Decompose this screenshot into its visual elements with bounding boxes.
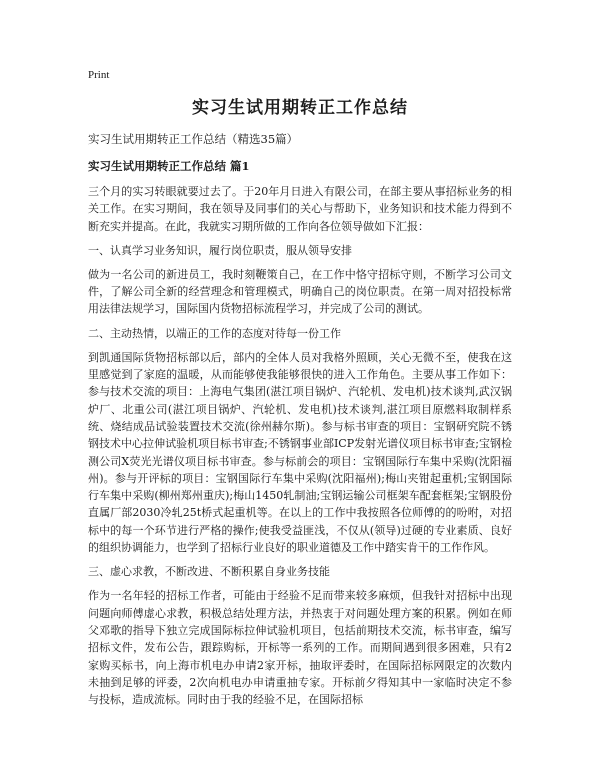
heading-1: 一、认真学习业务知识，履行岗位职责，服从领导安排 (88, 243, 352, 257)
document-title: 实习生试用期转正工作总结 (192, 98, 408, 118)
paragraph-4: 作为一名年轻的招标工作者，可能由于经验不足而带来较多麻烦，但我针对招标中出现问题向师傅虚心求教，积极总结处理方法，并热衷于对问题处理方案的积累。例如在师父邓歌的指导下独立完成国际标拉伸试验机项目，包括前期技术交流，标书审查，编写招标文件，发布公告，跟踪购标，开标等一系列的工作。而期间遇到很多困难，只有2家购买标书，向上海市机电办申请2家开标，抽取评委时，在国际招标网限定的次数内未抽到足够的评委，2次向机电办申请重抽专家。开标前夕得知其中一家临时决定不参与投标，造成流标。同时由于我的经验不足，在国际招标 (88, 589, 512, 707)
section-title: 实习生试用期转正工作总结 篇1 (88, 159, 250, 173)
print-label[interactable]: Print (88, 69, 110, 81)
paragraph-intro: 三个月的实习转眼就要过去了。于20年月日进入有限公司，在部主要从事招标业务的相关工作。在实习期间，我在领导及同事们的关心与帮助下，业务知识和技术能力得到不断充实并提高。在此，我就实习期所做的工作向各位领导做如下汇报： (88, 185, 512, 233)
document-subtitle: 实习生试用期转正工作总结（精选35篇） (88, 132, 299, 146)
heading-2: 二、主动热情，以端正的工作的态度对待每一份工作 (88, 326, 341, 340)
paragraph-3: 到凯通国际货物招标部以后，部内的全体人员对我格外照顾，关心无微不至，使我在这里感觉到了家庭的温暖，从而能够使我能够很快的进入工作角色。主要从事工作如下：参与技术交流的项目：上海电气集团(湛江项目锅炉、汽轮机、发电机)技术谈判,武汉锅炉厂、北重公司(湛江项目锅炉、汽轮机、发电机)技术谈判,湛江项目原燃料取制样系统、烧结成品试验装置技术交流(徐州赫尔斯)。参与标书审查的项目：宝钢研究院不锈钢技术中心拉伸试验机项目标书审查;不锈钢事业部ICP发射光谱仪项目标书审查;宝钢检测公司X荧光光谱仪项目标书审查。参与标前会的项目：宝钢国际行车集中采购(沈阳福州)。参与开评标的项目：宝钢国际行车集中采购(沈阳福州);梅山夹钳起重机;宝钢国际行车集中采购(柳州郑州重庆);梅山1450轧制油;宝钢运输公司框架车配套框架;宝钢股份直属厂部2030冷轧25t桥式起重机等。在以上的工作中我按照各位师傅的的吩咐，对招标中的每一个环节进行严格的操作;使我受益匪浅，不仅从(领导)过硬的专业素质、良好的组织协调能力，也学到了招标行业良好的职业道德及工作中踏实肯干的工作作风。 (88, 350, 512, 555)
paragraph-2: 做为一名公司的新进员工，我时刻鞭策自己，在工作中恪守招标守则，不断学习公司文件，了解公司全新的经营理念和管理模式，明确自己的岗位职责。在第一周对招投标常用法律法规学习，国际国内货物招标流程学习，并完成了公司的测试。 (88, 267, 512, 316)
heading-3: 三、虚心求教，不断改进、不断积累自身业务技能 (88, 565, 330, 579)
